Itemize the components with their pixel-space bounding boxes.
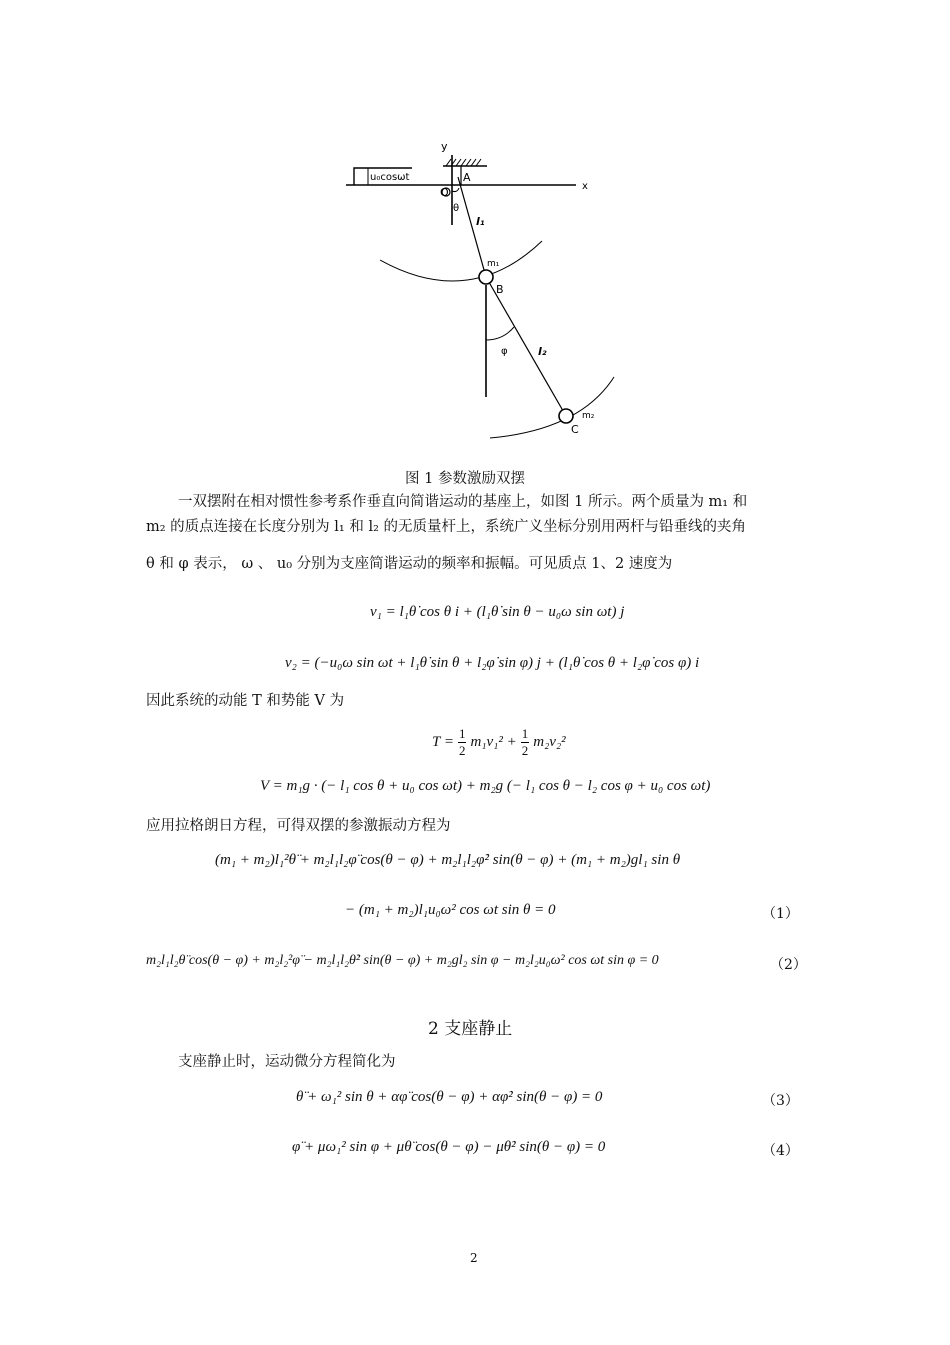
label-o: O xyxy=(440,186,449,199)
equation-2: m₂l₁l₂θ̈ cos(θ − φ) + m₂l₂²φ̈ − m₂l₁l₂θ̇² sin(θ − φ) + m₂gl₂ sin φ − m₂l₂u₀ω² cos ωt sin φ = 0 xyxy=(146,953,659,968)
label-c: C xyxy=(571,423,579,436)
label-l2: l₂ xyxy=(538,345,547,358)
t-term-2: m₂v₂² xyxy=(533,733,566,750)
section-intro: 支座静止时，运动微分方程简化为 xyxy=(178,1054,396,1070)
label-excitation: u₀cosωt xyxy=(370,172,410,183)
t-lhs: T = xyxy=(432,733,454,750)
mass-m2 xyxy=(559,409,573,423)
m1-trajectory-arc xyxy=(380,241,542,281)
label-y: y xyxy=(441,140,448,153)
paragraph-line-1: 一双摆附在相对惯性参考系作垂直向简谐运动的基座上，如图 1 所示。两个质量为 m₁ 和 xyxy=(178,494,748,510)
page-number: 2 xyxy=(470,1251,478,1265)
equation-v-potential: V = m₁g · (− l₁ cos θ + u₀ cos ωt) + m₂g (− l₁ cos θ − l₂ cos φ + u₀ cos ωt) xyxy=(260,778,711,794)
equation-3: θ̈ + ω₁² sin θ + αφ̈ cos(θ − φ) + αφ̇² sin(θ − φ) = 0 xyxy=(296,1089,603,1105)
figure-caption: 图 1 参数激励双摆 xyxy=(405,471,525,487)
t-fraction-2-den: 2 xyxy=(521,742,529,758)
equation-3-number: （3） xyxy=(762,1093,799,1109)
t-fraction-1-den: 2 xyxy=(458,742,466,758)
t-fraction-1 xyxy=(458,726,467,759)
intro-lagrange: 应用拉格朗日方程，可得双摆的参激振动方程为 xyxy=(146,818,451,834)
label-m1: m₁ xyxy=(487,259,500,269)
m2-trajectory-arc xyxy=(490,377,614,438)
t-term-1: m₁v₁² + xyxy=(470,733,517,750)
double-pendulum-figure xyxy=(340,135,630,445)
equation-1-line-2: − (m₁ + m₂)l₁u₀ω² cos ωt sin θ = 0 xyxy=(345,902,556,918)
phi-arc xyxy=(486,327,514,340)
label-theta: θ xyxy=(453,203,460,214)
equation-1-line-1: (m₁ + m₂)l₁²θ̈ + m₂l₁l₂φ̈ cos(θ − φ) + m₂l₁l₂φ̇² sin(θ − φ) + (m₁ + m₂)gl₁ sin θ xyxy=(215,852,681,868)
equation-1-number: （1） xyxy=(762,906,799,922)
rod-l2 xyxy=(486,277,566,416)
label-x: x xyxy=(582,181,588,192)
paragraph-line-2: m₂ 的质点连接在长度分别为 l₁ 和 l₂ 的无质量杆上，系统广义坐标分别用两杆与铅垂线的夹角 xyxy=(146,519,747,535)
t-fraction-2 xyxy=(521,726,530,759)
label-b: B xyxy=(496,283,504,296)
t-fraction-1-num: 1 xyxy=(458,725,466,741)
equation-2-number: （2） xyxy=(770,957,807,973)
section-title: 2 支座静止 xyxy=(428,1019,513,1039)
label-m2: m₂ xyxy=(582,411,595,421)
paragraph-line-3: θ 和 φ 表示， ω 、 u₀ 分别为支座简谐运动的频率和振幅。可见质点 1、2 速度为 xyxy=(146,556,673,572)
intro-kinetic-potential: 因此系统的动能 T 和势能 V 为 xyxy=(146,693,345,709)
mass-m1 xyxy=(479,270,493,284)
t-fraction-2-num: 1 xyxy=(521,725,529,741)
label-l1: l₁ xyxy=(476,215,485,228)
label-a: A xyxy=(463,171,471,184)
equation-4: φ̈ + μω₁² sin φ + μθ̈ cos(θ − φ) − μθ̇² sin(θ − φ) = 0 xyxy=(292,1139,606,1155)
equation-t xyxy=(432,720,566,764)
equation-4-number: （4） xyxy=(762,1143,799,1159)
equation-v2: v₂ = (−u₀ω sin ωt + l₁θ̇ sin θ + l₂φ̇ sin φ) j + (l₁θ̇ cos θ + l₂φ̇ cos φ) i xyxy=(285,655,700,671)
label-phi: φ xyxy=(501,346,508,357)
equation-v1: v₁ = l₁θ̇ cos θ i + (l₁θ̇ sin θ − u₀ω sin ωt) j xyxy=(370,604,625,620)
theta-arc xyxy=(452,188,459,192)
